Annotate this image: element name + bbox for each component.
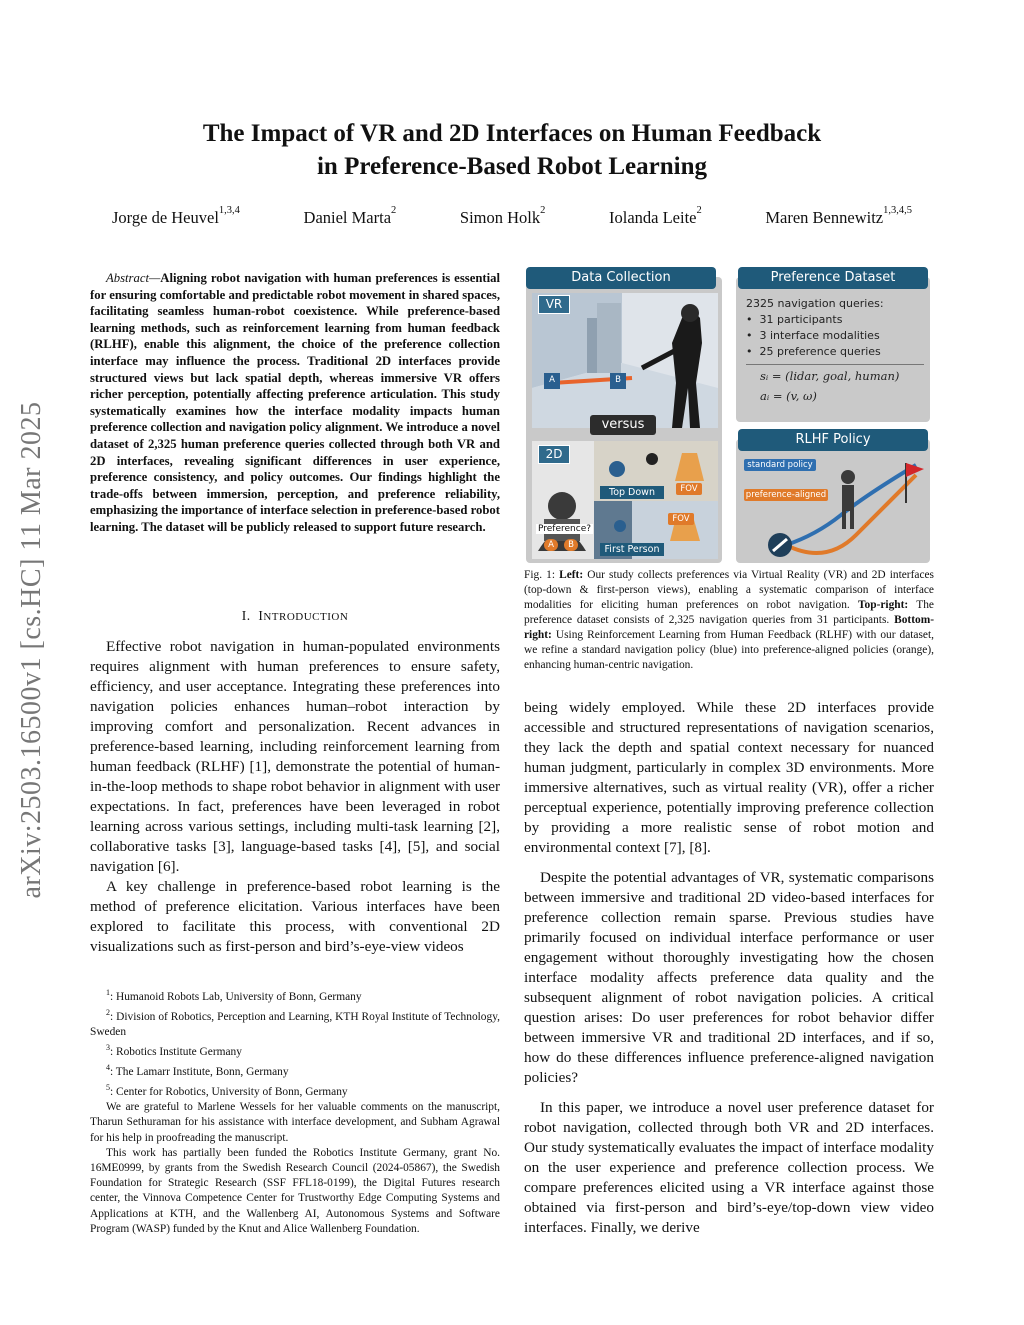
fov-label-top: FOV [676,483,702,495]
author-list [100,205,924,228]
footnotes [90,985,500,1237]
dataset-divider [746,364,924,365]
paper-title [140,117,884,183]
author: Simon Holk$^2$ [459,205,546,227]
paragraph: being widely employed. While these 2D interfaces provide accessible and structured representations of navigation scenarios, they lack the depth and spatial context necessary for nuanced human judgment, particularly in complex 3D environments. More immersive alternatives, such as virtual reality (VR), offer a richer perceptual experience, potentially improving preference collection by providing a more realistic sense of robot motion and environmental context [7], [8]. [524,699,934,856]
arxiv-identifier-text: arXiv:2503.16500v1 [cs.HC] 11 Mar 2025 [16,401,47,899]
dataset-heading: 2325 navigation queries: [746,297,884,310]
author: Daniel Marta$^2$ [303,205,397,227]
footnote: $^3$: Robotics Institute Germany [106,1043,242,1058]
top-down-label: Top Down [600,486,664,499]
fov-label-first: FOV [668,513,694,525]
preference-dataset-header: Preference Dataset [738,267,928,289]
arxiv-identifier [14,350,50,950]
vr-tag: VR [538,295,570,314]
intro-left-column [90,637,500,957]
figure-1 [524,265,934,565]
vr-choice-b: B [612,374,624,386]
paragraph: Effective robot navigation in human-populated environments requires alignment with human preferences to ensure safety, efficiency, and user acceptance. Integrating these preferences into navigation policies enhances human–robot interaction by improving comfort and personalization. Recent advances in preference-based learning, including reinforcement learning from human feedback (RLHF) [1], demonstrate the potential of human-in-the-loop methods to shape robot behavior in alignment with user expectations. In fact, preferences have been leveraged in robot learning across various settings, including multi-task learning [2], collaborative tasks [3], language-based tasks [4], [5], and social navigation [6]. [90,638,500,875]
choice-a: A [544,539,558,551]
paragraph: A key challenge in preference-based robot learning is the method of preference elicitation. Various interfaces have been explored to facilitate this process, with conventional 2D visualizations such as first-person and bird’s-eye-view videos [90,878,500,955]
data-collection-header: Data Collection [526,267,716,289]
author: Iolanda Leite$^2$ [609,205,702,227]
author: Maren Bennewitz$^{1,3,4,5}$ [765,205,912,227]
intro-right-column [524,698,934,1238]
dataset-item: • 25 preference queries [746,345,881,358]
preference-question: Preference? [538,524,592,534]
paragraph: Despite the potential advantages of VR, systematic comparisons between immersive and traditional 2D video-based interfaces for preference collection remain sparse. Previous studies have primarily focused on individual interface performance or user engagement without thoroughly investigating how the chosen interface modality affects preference data quality and the subsequent alignment of robot navigation policies. A critical question arises: Do user preferences for robot behavior differ between immersive VR and traditional 2D interfaces, and if so, how do these differences influence preference-aligned navigation policies? [524,869,934,1086]
abstract-text: Aligning robot navigation with human preferences is essential for ensuring comfortable and predictable robot movement in shared spaces, facilitating seamless human-robot coexistence. While preference-based learning methods, such as reinforcement learning from human feedback (RLHF), enable this alignment, the choice of the preference collection interface may influence the process. Traditional 2D interfaces provide structured views but lack spatial depth, whereas immersive VR offers richer perception, potentially affecting preference articulation. This study systematically examines how the interface modality impacts human preference collection and navigation policy alignment. We introduce a novel dataset of 2,325 human preference queries collected through both VR and 2D interfaces, revealing significant differences in user experience, preference consistency, and policy outcomes. Our findings highlight the trade-offs between immersion, perception, and preference reliability, emphasizing the importance of interface selection in preference-based robot learning. The dataset will be publicly released to support future research. [90,271,500,534]
title-line-1: The Impact of VR and 2D Interfaces on Human Feedback [202,120,822,147]
figure-caption: Fig. 1: Left: Our study collects preferences via Virtual Reality (VR) and 2D interfaces (top-down & first-person views), enabling a systematic comparison of interface modalities for eliciting human preferences on robot navigation. Top-right: The preference dataset consists of 2,325 navigation queries from 31 participants. Bottom-right: Using Reinforcement Learning from Human Feedback (RLHF) with our dataset, we refine a standard navigation policy (blue) into preference-aligned policies (orange), enhancing human-centric navigation. [524,569,934,671]
acknowledgement: We are grateful to Marlene Wessels for her valuable comments on the manuscript, Tharun Sethuraman for his assistance with interface development, and Subham Agrawal for his help in proofreading the manuscript. [90,1101,500,1144]
dataset-item: • 3 interface modalities [746,329,880,342]
vr-choice-a: A [546,374,558,386]
choice-b: B [564,539,578,551]
title-line-2: in Preference-Based Robot Learning [316,153,707,180]
footnote: $^1$: Humanoid Robots Lab, University of Bonn, Germany [106,988,362,1003]
abstract [90,270,500,536]
author: Jorge de Heuvel$^{1,3,4}$ [112,205,240,227]
footnote: $^5$: Center for Robotics, University of Bonn, Germany [106,1083,348,1098]
standard-policy-label: standard policy [744,459,816,471]
dataset-summary [746,296,884,360]
2d-tag: 2D [538,445,570,464]
paragraph: In this paper, we introduce a novel user preference dataset for robot navigation, collected through both VR and 2D interfaces. Our study systematically evaluates the impact of interface modality on the user experience and preference collection process. We compare preferences elicited using a VR interface against those obtained via first-person and bird’s-eye/top-down view video interfaces. Finally, we derive [524,1099,934,1236]
footnote: $^4$: The Lamarr Institute, Bonn, Germany [106,1063,289,1078]
rlhf-policy-header: RLHF Policy [738,429,928,451]
first-person-label: First Person [600,543,664,556]
formula-state: sᵢ = (lidar, goal, human) [760,369,900,383]
dataset-item: • 31 participants [746,313,843,326]
footnote: $^2$: Division of Robotics, Perception and Learning, KTH Royal Institute of Technology, Sweden [90,1008,500,1038]
abstract-label: Abstract— [106,271,161,285]
versus-label: versus [590,415,656,435]
section-heading: I. INTRODUCTION [241,608,349,623]
funding-note: This work has partially been funded the Robotics Institute Germany, grant No. 16ME0999, by grants from the Swedish Research Council (2024-05867), the Swedish Foundation for Strategic Research (SSF FFL18-0199), the Digital Futures research center, the Vinnova Competence Center for Trustworthy Edge Computing Systems and Applications at KTH, and the Wallenberg AI, Autonomous Systems and Software Program (WASP) funded by the Knut and Alice Wallenberg Foundation. [90,1146,500,1235]
formula-action: aᵢ = (v, ω) [760,389,817,403]
preference-aligned-label: preference-aligned [745,490,827,500]
